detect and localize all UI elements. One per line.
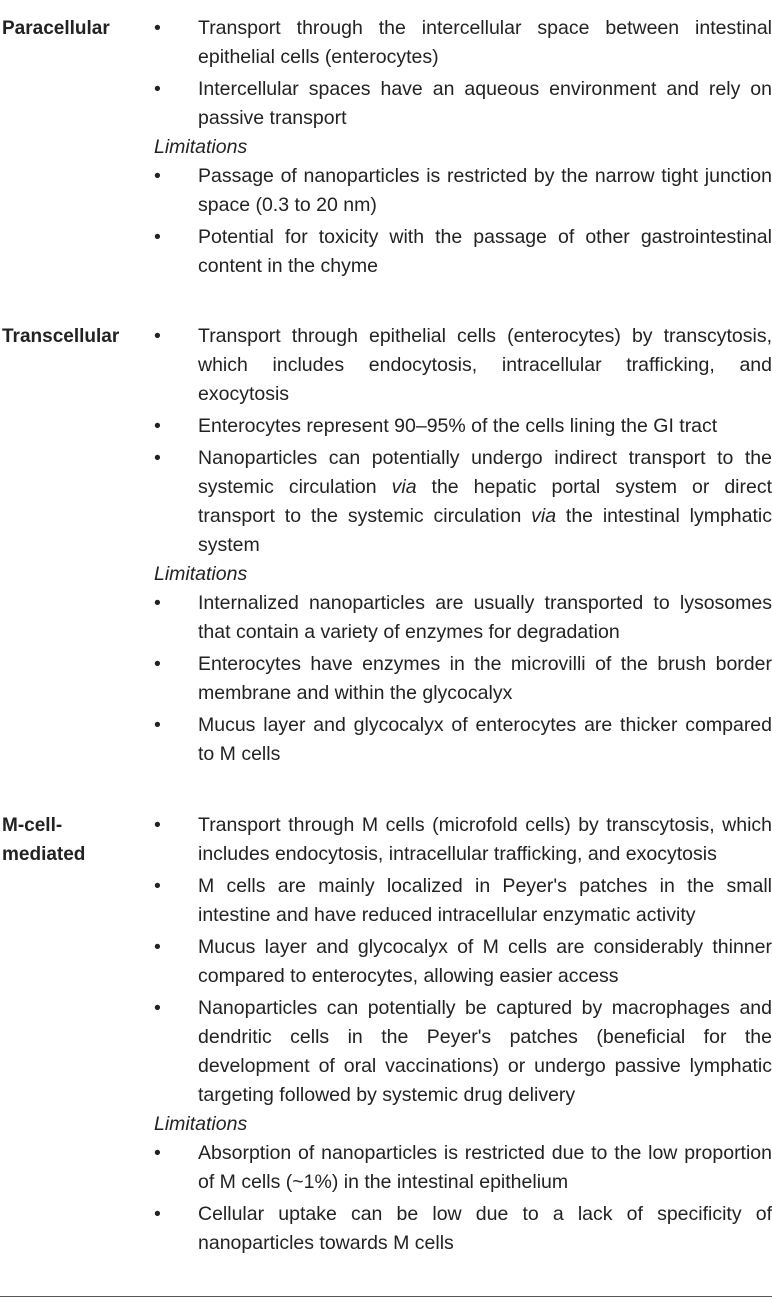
- row-content: [154, 811, 772, 1258]
- row-content: [154, 14, 772, 281]
- row-label: Paracellular: [2, 18, 110, 39]
- bullet-item: • Nanoparticles can potentially be captured by macrophages and dendritic cells in the Peyer's patches (beneficial for the development of oral vaccinations) or undergo passive lymphatic targeting followed by systemic drug delivery: [154, 997, 772, 1106]
- row-label: Transcellular: [2, 326, 120, 347]
- bullet-item: • Enterocytes represent 90–95% of the cells lining the GI tract: [154, 415, 718, 437]
- bullet-item: • Nanoparticles can potentially undergo indirect transport to the systemic circulation via the hepatic portal system or direct transport to the systemic circulation via the intestinal lymphatic system: [154, 447, 772, 556]
- limitation-item: • Enterocytes have enzymes in the microvilli of the brush border membrane and within the glycocalyx: [154, 653, 772, 704]
- limitation-item: • Cellular uptake can be low due to a lack of specificity of nanoparticles towards M cells: [154, 1203, 772, 1254]
- bullet-item: • Transport through M cells (microfold cells) by transcytosis, which includes endocytosis, intracellular trafficking, and exocytosis: [154, 814, 772, 865]
- limitation-item: • Mucus layer and glycocalyx of enterocytes are thicker compared to M cells: [154, 714, 772, 765]
- bullet-item: • M cells are mainly localized in Peyer's patches in the small intestine and have reduced intracellular enzymatic activity: [154, 875, 772, 926]
- table-bottom-rule: [0, 1296, 772, 1297]
- limitation-item: • Potential for toxicity with the passage of other gastrointestinal content in the chyme: [154, 226, 772, 277]
- limitations-heading: Limitations: [154, 1113, 248, 1135]
- bullet-item: • Transport through epithelial cells (enterocytes) by transcytosis, which includes endocytosis, intracellular trafficking, and exocytosis: [154, 325, 772, 405]
- limitations-heading: Limitations: [154, 563, 248, 585]
- bullet-item: • Transport through the intercellular space between intestinal epithelial cells (enterocytes): [154, 17, 772, 68]
- bullet-item: • Mucus layer and glycocalyx of M cells are considerably thinner compared to enterocytes, allowing easier access: [154, 936, 772, 987]
- limitation-item: • Absorption of nanoparticles is restricted due to the low proportion of M cells (~1%) in the intestinal epithelium: [154, 1142, 772, 1193]
- row-content: [154, 322, 772, 769]
- limitation-item: • Internalized nanoparticles are usually transported to lysosomes that contain a variety of enzymes for degradation: [154, 592, 772, 643]
- bullet-item: • Intercellular spaces have an aqueous environment and rely on passive transport: [154, 78, 772, 129]
- limitations-heading: Limitations: [154, 136, 248, 158]
- limitation-item: • Passage of nanoparticles is restricted by the narrow tight junction space (0.3 to 20 nm): [154, 165, 772, 216]
- row-label: M-cell-mediated: [2, 815, 86, 865]
